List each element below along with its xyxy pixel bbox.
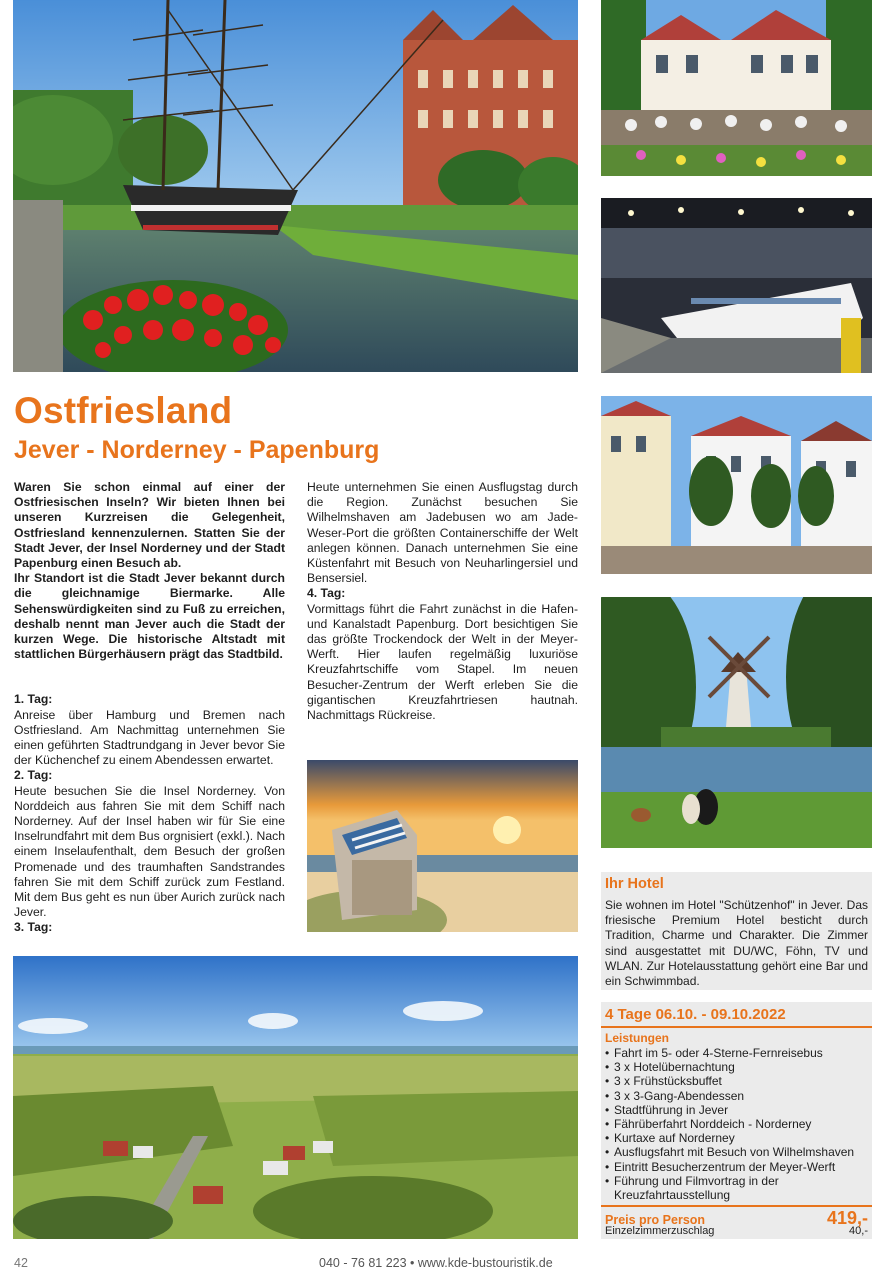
photo-beach-chair <box>307 760 578 932</box>
hotel-info-box <box>601 872 872 990</box>
hero-photo-papenburg-ship <box>13 0 578 372</box>
single-supplement-label: Einzelzimmerzuschlag <box>605 1225 715 1237</box>
list-item: • Fahrt im 5- oder 4-Sterne-Fernreisebus <box>605 1046 868 1060</box>
day-text: Heute unternehmen Sie einen Ausflugstag durch die Region. Zunächst besuchen Sie Wilhelmshaven am Jadebusen wo am Jade-Weser-Port die größten Containerschiffe der Welt anlegen können. Danach unternehmen Sie eine Küstenfahrt mit Besuch von Neuharlingersiel und Bensersiel. <box>307 480 578 586</box>
tour-dates: 4 Tage 06.10. - 09.10.2022 <box>601 1002 872 1028</box>
hotel-heading: Ihr Hotel <box>605 876 664 892</box>
hotel-description: Sie wohnen im Hotel "Schützenhof" in Jever. Das friesische Premium Hotel besticht durch Tradition, Charme und Charakter. Die Zimmer sind ausgestattet mit DU/WC, Föhn, TV und WLAN. Zur Hotelausstattung gehört eine Bar und ein Schwimmbad. <box>605 898 868 989</box>
photo-norderney-landscape <box>13 956 578 1239</box>
photo-meyer-werft-dock <box>601 198 872 373</box>
list-item: • Kurtaxe auf Norderney <box>605 1131 868 1145</box>
intro-paragraph: Waren Sie schon einmal auf einer der Ostfriesischen Inseln? Wir bieten Ihnen bei unseren Kurzreisen die Gelegenheit, Ostfriesland kennenzulernen. Statten Sie der Stadt Jever, der Insel Norderney und der Stadt Papenburg einen Besuch ab. <box>14 480 285 571</box>
list-item: • 3 x Hotelübernachtung <box>605 1060 868 1074</box>
list-item: • Eintritt Besucherzentrum der Meyer-Werft <box>605 1160 868 1174</box>
day-label: 2. Tag: <box>14 768 53 783</box>
page-subtitle: Jever - Norderney - Papenburg <box>14 436 380 464</box>
page-number: 42 <box>14 1256 28 1270</box>
day-text: Vormittags führt die Fahrt zunächst in die Hafen- und Kanalstadt Papenburg. Dort besichtigen Sie das größte Trockendock der Welt in der Meyer-Werft. Hier laufen regelmäßig luxuriöse Kreuzfahrtschiffe vom Stapel. Im neuen Besucher-Zentrum der Werft erleben Sie die gigantischen Kreuzfahrtriesen hautnah. Nachmittags Rückreise. <box>307 601 578 723</box>
list-item: • 3 x Frühstücksbuffet <box>605 1074 868 1088</box>
services-heading: Leistungen <box>605 1031 670 1045</box>
day-text: Anreise über Hamburg und Bremen nach Ostfriesland. Am Nachmittag unternehmen Sie einen geführten Stadtrundgang in Jever bevor Sie der Küchenchef zu einem Abendessen erwartet. <box>14 707 285 768</box>
services-list <box>601 1045 872 1202</box>
photo-jever-street <box>601 396 872 574</box>
list-item: • Führung und Filmvortrag in der Kreuzfahrtausstellung <box>605 1174 868 1202</box>
photo-windmill-pond <box>601 597 872 848</box>
photo-town-square-cafe <box>601 0 872 176</box>
page-title: Ostfriesland <box>14 390 233 431</box>
price-label: Preis pro Person <box>605 1213 706 1227</box>
tour-info-box <box>601 1002 872 1239</box>
text-column-left <box>14 480 285 936</box>
list-item: • Ausflugsfahrt mit Besuch von Wilhelmshaven <box>605 1145 868 1159</box>
day-label: 1. Tag: <box>14 692 53 707</box>
price-value: 419,- <box>826 1208 868 1228</box>
list-item: • Stadtführung in Jever <box>605 1103 868 1117</box>
single-supplement-price: 40,- <box>849 1225 868 1237</box>
single-supplement-row <box>601 1225 872 1237</box>
list-item: • 3 x 3-Gang-Abendessen <box>605 1089 868 1103</box>
list-item: • Fährüberfahrt Norddeich - Norderney <box>605 1117 868 1131</box>
footer-contact: 040 - 76 81 223 • www.kde-bustouristik.de <box>319 1256 553 1270</box>
day-text: Heute besuchen Sie die Insel Norderney. Von Norddeich aus fahren Sie mit dem Schiff nach Norderney. Auf der Insel haben wir für Sie eine Inselrundfahrt mit dem Bus orgnisiert (exkl.). Nach einem Inselaufenthalt, dem Besuch der großen Promenade und des traumhaften Sandstrandes fahren Sie mit dem Schiff zurück zum Festland. Mit dem Bus geht es nun über Aurich zurück nach Jever. <box>14 783 285 920</box>
text-column-middle <box>307 480 578 723</box>
intro-paragraph: Ihr Standort ist die Stadt Jever bekannt durch die gleichnamige Biermarke. Alle Sehenswürdigkeiten sind zu Fuß zu erreichen, deshalb nennt man Jever auch die Stadt der kurzen Wege. Die historische Altstadt mit stattlichen Bürgerhäusern prägt das Stadtbild. <box>14 571 285 662</box>
day-label: 4. Tag: <box>307 586 346 601</box>
day-label: 3. Tag: <box>14 920 53 935</box>
